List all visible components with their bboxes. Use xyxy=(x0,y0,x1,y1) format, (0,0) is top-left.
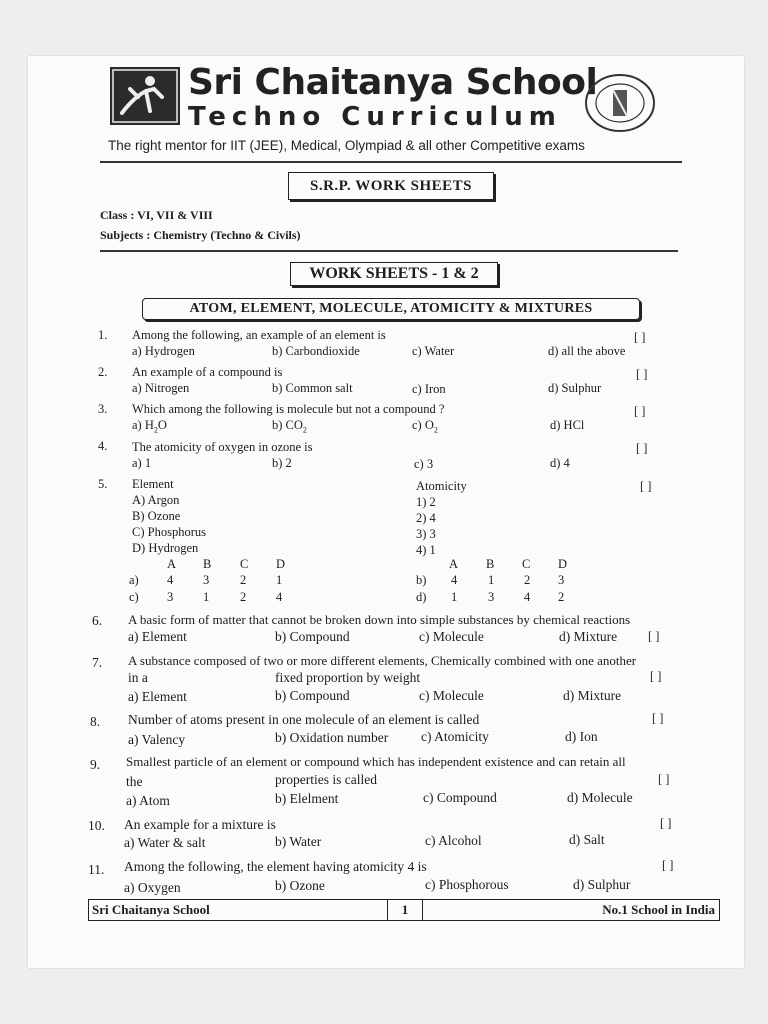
option-a: a) $H_2O$ xyxy=(132,418,167,435)
match-head: D xyxy=(276,557,286,571)
match-head: A xyxy=(167,557,177,571)
option-c-label: c) xyxy=(129,590,139,604)
answer-bracket: [ ] xyxy=(640,479,652,493)
option-c: c) Water xyxy=(412,344,455,358)
option-c: c) Compound xyxy=(423,790,497,805)
option-d-value: 2 xyxy=(558,590,565,604)
question-text: Which among the following is molecule but not a compound ? xyxy=(132,402,445,416)
question-text: The atomicity of oxygen in ozone is xyxy=(132,440,313,454)
answer-bracket: [ ] xyxy=(634,404,646,418)
class-info: Class : VI, VII & VIII xyxy=(100,208,213,222)
match-head: C xyxy=(240,557,249,571)
header-divider xyxy=(100,161,682,163)
element-item: C) Phosphorus xyxy=(132,525,206,539)
option-d: d) 4 xyxy=(550,456,570,470)
question-text: An example of a compound is xyxy=(132,365,283,379)
question-number: 3. xyxy=(98,402,108,416)
question-number: 1. xyxy=(98,328,108,342)
answer-bracket: [ ] xyxy=(636,367,648,381)
option-b: b) Water xyxy=(275,834,322,849)
option-d-value: 4 xyxy=(524,590,531,604)
answer-bracket: [ ] xyxy=(634,330,646,344)
option-d: d) Sulphur xyxy=(548,381,602,395)
question-text-cont: the xyxy=(126,774,143,789)
option-a: a) Element xyxy=(128,629,187,644)
option-c: c) Molecule xyxy=(419,688,484,703)
atomicity-item: 4) 1 xyxy=(416,543,436,557)
option-b: b) Elelment xyxy=(275,791,339,806)
atomicity-item: 2) 4 xyxy=(416,511,436,525)
question-number: 10. xyxy=(88,818,105,833)
question-number: 11. xyxy=(88,862,105,877)
section-divider xyxy=(100,250,678,252)
worksheet-page xyxy=(28,56,744,968)
option-a: a) Nitrogen xyxy=(132,381,190,395)
option-a: a) Hydrogen xyxy=(132,344,195,358)
school-seal xyxy=(583,72,657,134)
footer-school-name: Sri Chaitanya School xyxy=(92,902,210,917)
option-a: a) Oxygen xyxy=(124,880,181,895)
option-d-value: 1 xyxy=(451,590,458,604)
option-c: c) 3 xyxy=(414,457,434,471)
question-text: Number of atoms present in one molecule of an element is called xyxy=(128,712,480,727)
option-b: b) Oxidation number xyxy=(275,730,389,745)
question-number: 5. xyxy=(98,477,108,491)
element-item: D) Hydrogen xyxy=(132,541,199,555)
topic-title: ATOM, ELEMENT, MOLECULE, ATOMICITY & MIXTURES xyxy=(142,298,640,320)
option-c: c) Iron xyxy=(412,382,446,396)
option-d-value: 3 xyxy=(488,590,495,604)
option-a: a) Element xyxy=(128,689,187,704)
option-b: b) 2 xyxy=(272,456,292,470)
answer-bracket: [ ] xyxy=(636,441,648,455)
option-b-value: 1 xyxy=(488,573,495,587)
option-a: a) Atom xyxy=(126,793,170,808)
option-a: a) Water & salt xyxy=(124,835,206,850)
option-b: b) Compound xyxy=(275,688,350,703)
option-b-value: 3 xyxy=(558,573,565,587)
answer-bracket: [ ] xyxy=(662,858,674,872)
option-c: c) Molecule xyxy=(419,629,484,644)
option-a-value: 4 xyxy=(167,573,174,587)
option-a: a) 1 xyxy=(132,456,152,470)
option-d: d) Salt xyxy=(569,832,605,847)
option-b: b) $CO_2$ xyxy=(272,418,307,435)
answer-bracket: [ ] xyxy=(648,629,660,643)
option-c: c) $O_2$ xyxy=(412,418,438,435)
option-b: b) Carbondioxide xyxy=(272,344,360,358)
question-number: 4. xyxy=(98,439,108,453)
option-d: d) all the above xyxy=(548,344,626,358)
option-b-label: b) xyxy=(416,573,427,587)
question-text: Among the following, the element having atomicity 4 is xyxy=(124,859,427,874)
option-b: b) Common salt xyxy=(272,381,353,395)
option-b: b) Ozone xyxy=(275,878,325,893)
match-head: D xyxy=(558,557,568,571)
question-number: 6. xyxy=(92,613,103,628)
question-text: Among the following, an example of an element is xyxy=(132,328,386,342)
question-text-cont: in a xyxy=(128,670,148,685)
question-text: A basic form of matter that cannot be broken down into simple substances by chemical reactions xyxy=(128,612,631,627)
option-c-value: 4 xyxy=(276,590,283,604)
option-a-label: a) xyxy=(129,573,139,587)
option-d: d) Sulphur xyxy=(573,877,631,892)
question-text-cont: fixed proportion by weight xyxy=(275,670,421,685)
option-c-value: 3 xyxy=(167,590,174,604)
page-number: 1 xyxy=(387,900,423,920)
option-c-value: 1 xyxy=(203,590,210,604)
question-text: Smallest particle of an element or compound which has independent existence and can retain all xyxy=(126,754,626,769)
answer-bracket: [ ] xyxy=(652,711,664,725)
option-a-value: 2 xyxy=(240,573,247,587)
sheet-title: S.R.P. WORK SHEETS xyxy=(288,172,494,200)
option-c: c) Alcohol xyxy=(425,833,482,848)
option-b-value: 2 xyxy=(524,573,531,587)
element-item: A) Argon xyxy=(132,493,180,507)
element-column-header: Element xyxy=(132,477,174,491)
atomicity-item: 1) 2 xyxy=(416,495,436,509)
option-a-value: 3 xyxy=(203,573,210,587)
question-number: 2. xyxy=(98,365,108,379)
question-text: An example for a mixture is xyxy=(124,817,276,832)
option-c-value: 2 xyxy=(240,590,247,604)
answer-bracket: [ ] xyxy=(650,669,662,683)
school-logo xyxy=(110,67,180,125)
option-b-value: 4 xyxy=(451,573,458,587)
option-b: b) Compound xyxy=(275,629,350,644)
answer-bracket: [ ] xyxy=(660,816,672,830)
atomicity-item: 3) 3 xyxy=(416,527,436,541)
footer-slogan: No.1 School in India xyxy=(602,902,715,917)
subjects-info: Subjects : Chemistry (Techno & Civils) xyxy=(100,228,301,242)
option-d: d) HCl xyxy=(550,418,585,432)
match-head: B xyxy=(486,557,495,571)
option-a: a) Valency xyxy=(128,732,186,747)
tagline: The right mentor for IIT (JEE), Medical, Olympiad & all other Competitive exams xyxy=(108,138,585,153)
question-text-cont: properties is called xyxy=(275,772,377,787)
match-head: A xyxy=(449,557,459,571)
question-number: 9. xyxy=(90,757,101,772)
option-c: c) Atomicity xyxy=(421,729,489,744)
atomicity-column-header: Atomicity xyxy=(416,479,467,493)
match-head: C xyxy=(522,557,531,571)
option-c: c) Phosphorous xyxy=(425,877,509,892)
curriculum-name: Techno Curriculum xyxy=(188,102,562,132)
option-d: d) Ion xyxy=(565,729,598,744)
question-number: 7. xyxy=(92,655,103,670)
option-d: d) Molecule xyxy=(567,790,633,805)
option-d-label: d) xyxy=(416,590,427,604)
page-footer xyxy=(88,899,720,921)
question-number: 8. xyxy=(90,714,101,729)
answer-bracket: [ ] xyxy=(658,772,670,786)
school-name: Sri Chaitanya School xyxy=(188,62,598,103)
option-d: d) Mixture xyxy=(563,688,622,703)
match-head: B xyxy=(203,557,212,571)
worksheet-title: WORK SHEETS - 1 & 2 xyxy=(290,262,498,286)
option-d: d) Mixture xyxy=(559,629,618,644)
option-a-value: 1 xyxy=(276,573,283,587)
question-text: A substance composed of two or more different elements, Chemically combined with one another xyxy=(128,653,637,668)
element-item: B) Ozone xyxy=(132,509,181,523)
